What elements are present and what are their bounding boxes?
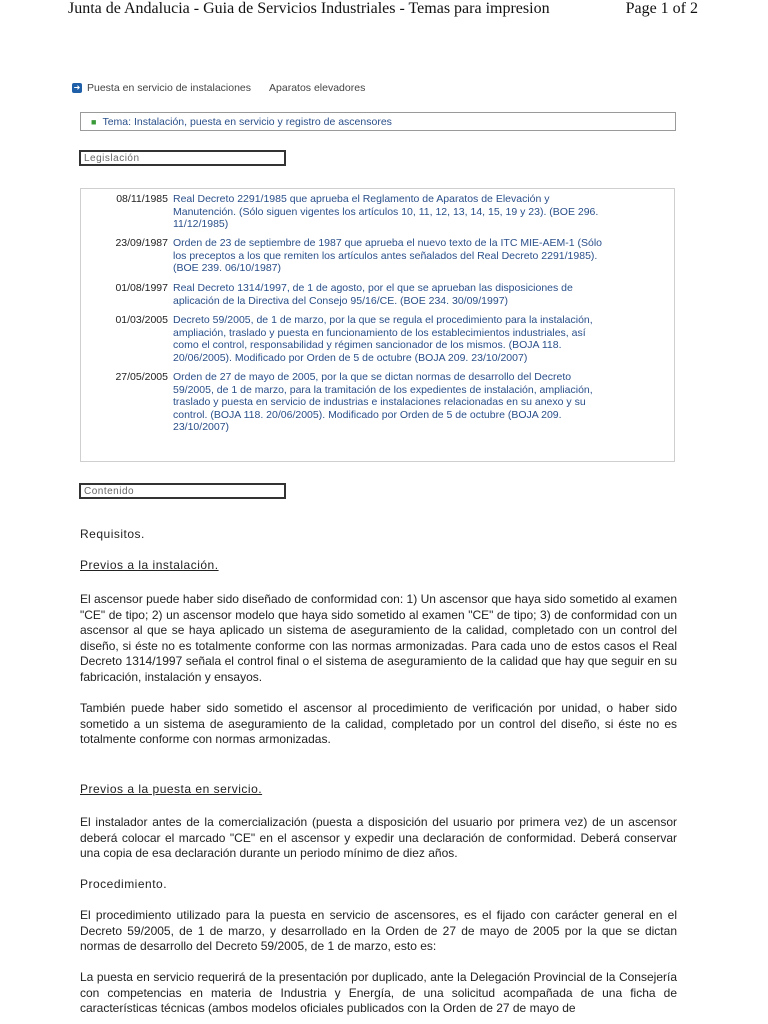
paragraph: El procedimiento utilizado para la puesta en servicio de ascensores, es el fijado con carácter general en el Decreto 59/2005, de 1 de marzo, y desarrollado en la Orden de 27 de mayo de 2005 por la que se dictan normas de desarrollo del Decreto 59/2005, de 1 de marzo, esto es: xyxy=(80,908,677,953)
heading-procedimiento: Procedimiento. xyxy=(80,877,168,891)
paragraph: También puede haber sido sometido el ascensor al procedimiento de verificación por unidad, o haber sido sometido a un sistema de aseguramiento de la calidad, completado por un control del diseño, si éste no es totalmente conforme con normas armonizadas. xyxy=(80,701,677,746)
breadcrumb-item-aparatos-elevadores[interactable]: Aparatos elevadores xyxy=(269,82,366,94)
arrow-right-icon: ➜ xyxy=(73,83,81,92)
legislacion-link[interactable]: Decreto 59/2005, de 1 de marzo, por la que se regula el procedimiento para la instalación, ampliación, traslado y puesta en funcionamiento de los establecimientos industriales, así como el control, responsabilidad y régimen sancionador de los mismos. (BOJA 118. 20/06/2005). Modificado por Orden de 5 de octubre (BOJA 209. 23/10/2007) xyxy=(173,314,593,364)
document-title: Junta de Andalucia - Guia de Servicios Industriales - Temas para impresion xyxy=(68,0,550,17)
heading-previos-puesta-servicio: Previos a la puesta en servicio. xyxy=(80,782,263,796)
bullet-icon: ■ xyxy=(91,116,97,127)
legislacion-link[interactable]: Orden de 27 de mayo de 2005, por la que se dictan normas de desarrollo del Decreto 59/2005, de 1 de marzo, para la tramitación de los expedientes de instalación, ampliación, traslado y puesta en servicio de industrias e instalaciones relacionadas en su anexo y su control. (BOJA 118. 20/06/2005). Modificado por Orden de 5 de octubre (BOJA 209. 23/10/2007) xyxy=(173,371,593,433)
legislacion-date: 01/03/2005 xyxy=(115,314,168,326)
paragraph: La puesta en servicio requerirá de la presentación por duplicado, ante la Delegación Provincial de la Consejería con competencias en materia de Industria y Energía, de una solicitud acompañada de una ficha de características técnicas (ambos modelos oficiales publicados con la Orden de 27 de mayo de xyxy=(80,970,677,1015)
section-label-legislacion: Legislación xyxy=(79,150,286,166)
tema-title: Tema: Instalación, puesta en servicio y registro de ascensores xyxy=(102,115,392,128)
paragraph: El ascensor puede haber sido diseñado de conformidad con: 1) Un ascensor que haya sido sometido al examen "CE" de tipo; 2) un ascensor modelo que haya sido sometido al examen "CE" de tipo; 3) de conformidad con un ascensor al que se haya aplicado un sistema de aseguramiento de la calidad, completado con un control del diseño, si éste no es totalmente conforme con las normas armonizadas. Para cada uno de estos casos el Real Decreto 1314/1997 señala el control final o el sistema de aseguramiento de la calidad que hay que seguir en su fabricación, instalación y ensayos. xyxy=(80,592,677,684)
legislacion-link[interactable]: Real Decreto 2291/1985 que aprueba el Reglamento de Aparatos de Elevación y Manutención. (Sólo siguen vigentes los artículos 10, 11, 12, 13, 14, 15, 19 y 23). (BOE 296. 11/12/1985) xyxy=(173,193,599,230)
section-label-contenido: Contenido xyxy=(79,483,286,499)
legislacion-link[interactable]: Real Decreto 1314/1997, de 1 de agosto, por el que se aprueban las disposiciones de aplicación de la Directiva del Consejo 95/16/CE. (BOE 234. 30/09/1997) xyxy=(173,282,573,307)
page-number: Page 1 of 2 xyxy=(625,0,698,17)
heading-previos-instalacion: Previos a la instalación. xyxy=(80,558,219,572)
legislacion-list xyxy=(80,188,675,462)
tema-box xyxy=(80,112,676,131)
legislacion-date: 23/09/1987 xyxy=(115,237,168,249)
legislacion-link[interactable]: Orden de 23 de septiembre de 1987 que aprueba el nuevo texto de la ITC MIE-AEM-1 (Sólo los preceptos a los que remiten los artículos antes señalados del Real Decreto 2291/1985). (BOE 239. 06/10/1987) xyxy=(173,237,603,274)
print-header xyxy=(0,0,768,24)
paragraph: El instalador antes de la comercialización (puesta a disposición del usuario por primera vez) de un ascensor deberá colocar el marcado "CE" en el ascensor y expedir una declaración de conformidad. Deberá conservar una copia de esa declaración durante un periodo mínimo de diez años. xyxy=(80,815,677,860)
heading-requisitos: Requisitos. xyxy=(80,527,145,541)
breadcrumb xyxy=(72,82,383,94)
legislacion-date: 08/11/1985 xyxy=(116,193,168,205)
legislacion-date: 27/05/2005 xyxy=(115,371,168,383)
legislacion-date: 01/08/1997 xyxy=(115,282,168,294)
breadcrumb-item-puesta-en-servicio[interactable]: Puesta en servicio de instalaciones xyxy=(87,82,252,94)
